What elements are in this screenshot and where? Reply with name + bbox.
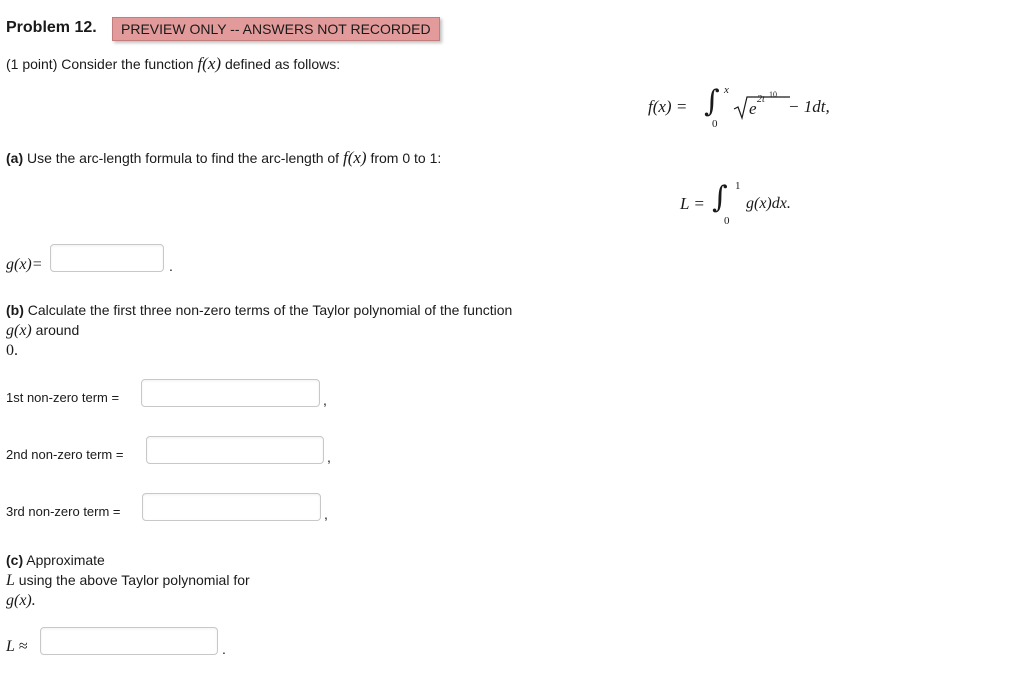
f-lower-limit: 0 bbox=[712, 118, 718, 130]
integral-sign-L: ∫ bbox=[712, 180, 728, 215]
part-a-text bbox=[6, 148, 441, 168]
part-c-L: L bbox=[6, 572, 15, 589]
term-1-label: 1st non-zero term = bbox=[6, 390, 120, 405]
L-lower-limit: 0 bbox=[724, 215, 730, 227]
part-c-approx: Approximate bbox=[26, 552, 105, 568]
f-definition bbox=[648, 84, 848, 134]
radicand-exponent: 2t bbox=[757, 94, 765, 105]
term-2-label: 2nd non-zero term = bbox=[6, 447, 124, 462]
radicand-exponent-power: 10 bbox=[769, 90, 777, 99]
term-2-comma: , bbox=[327, 449, 331, 465]
f-tail: − 1dt, bbox=[788, 97, 830, 116]
part-c-using: using the above Taylor polynomial for bbox=[18, 572, 250, 588]
part-b-line1 bbox=[6, 302, 512, 318]
f-lhs: f(x) = bbox=[648, 97, 688, 116]
part-b-zero: 0. bbox=[6, 342, 18, 359]
f-upper-limit: x bbox=[724, 84, 729, 96]
part-c-line1 bbox=[6, 552, 105, 568]
L-definition bbox=[680, 178, 820, 228]
term-3-comma: , bbox=[324, 506, 328, 522]
problem-title: Problem 12. bbox=[6, 19, 97, 36]
part-a-text-after: from 0 to 1: bbox=[370, 150, 442, 166]
intro-points: (1 point) Consider the function bbox=[6, 56, 194, 72]
intro-rest: defined as follows: bbox=[224, 56, 341, 72]
part-b-label: (b) bbox=[6, 302, 24, 318]
part-c-g: g(x). bbox=[6, 592, 36, 609]
radicand-base: e bbox=[749, 99, 757, 118]
L-approx-input[interactable] bbox=[40, 627, 218, 655]
part-a-text-before: Use the arc-length formula to find the arc-length of bbox=[27, 150, 340, 166]
L-integrand: g(x)dx. bbox=[746, 195, 791, 212]
g-answer-input[interactable] bbox=[50, 244, 164, 272]
term-3-input[interactable] bbox=[142, 493, 321, 521]
term-1-input[interactable] bbox=[141, 379, 320, 407]
part-c-line2 bbox=[6, 572, 250, 590]
L-upper-limit: 1 bbox=[735, 180, 741, 192]
part-c-label: (c) bbox=[6, 552, 24, 568]
part-b-around: around bbox=[35, 322, 80, 338]
intro-func: f(x) bbox=[197, 54, 222, 73]
term-3-label: 3rd non-zero term = bbox=[6, 504, 121, 519]
term-2-input[interactable] bbox=[146, 436, 324, 464]
g-period: . bbox=[169, 258, 173, 274]
intro-line bbox=[6, 54, 340, 74]
part-b-line2 bbox=[6, 322, 79, 340]
L-approx-period: . bbox=[222, 641, 226, 657]
part-b-text: Calculate the first three non-zero terms of the Taylor polynomial of the function bbox=[27, 302, 513, 318]
term-1-comma: , bbox=[323, 392, 327, 408]
part-a-label: (a) bbox=[6, 150, 24, 166]
L-approx-label: L ≈ bbox=[6, 638, 28, 655]
preview-only-badge: PREVIEW ONLY -- ANSWERS NOT RECORDED bbox=[112, 17, 440, 41]
part-b-g: g(x) bbox=[6, 322, 32, 339]
L-lhs: L = bbox=[680, 194, 705, 213]
part-a-func: f(x) bbox=[342, 148, 367, 167]
g-label: g(x)= bbox=[6, 256, 43, 273]
integral-sign-f: ∫ bbox=[704, 84, 720, 119]
